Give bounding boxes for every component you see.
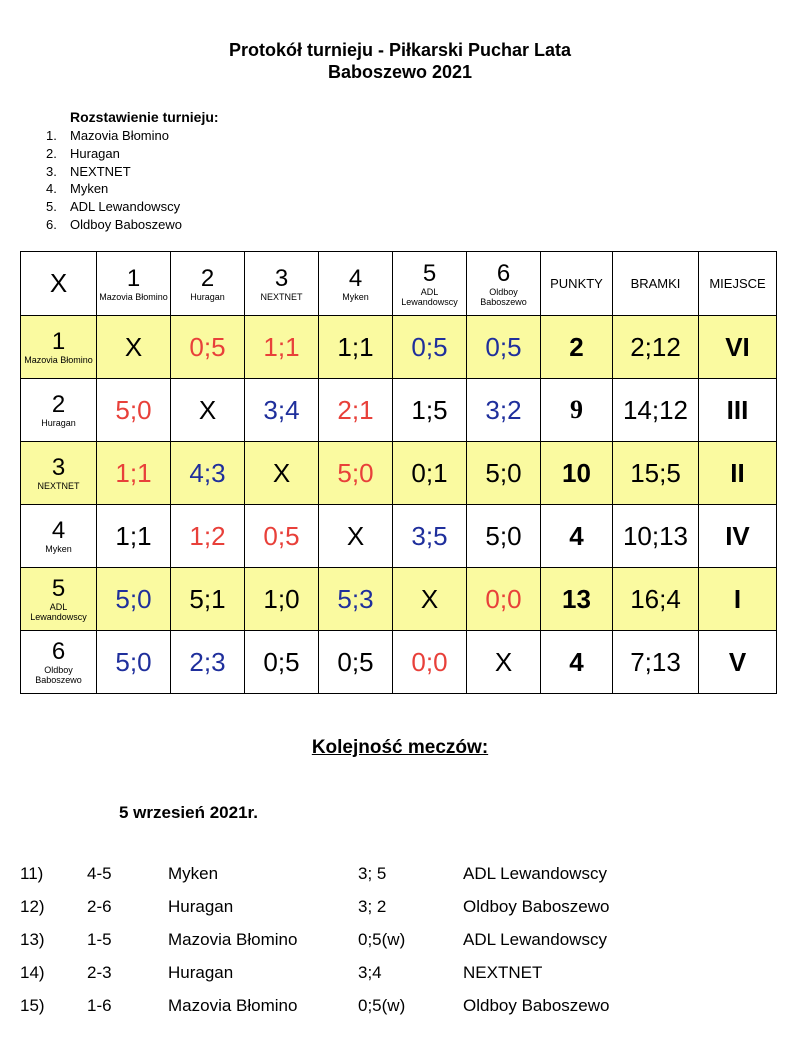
table-row	[21, 316, 777, 379]
column-number: 4	[348, 264, 363, 292]
column-header-4	[319, 252, 393, 316]
seeding-item	[46, 127, 182, 145]
document-title-line2: Baboszewo 2021	[327, 62, 473, 82]
goals-cell: 2;12	[613, 316, 699, 379]
result-cell: 0;5	[245, 631, 319, 694]
match-number: 15)	[20, 996, 45, 1015]
goals-cell: 15;5	[613, 442, 699, 505]
match-pair: 4-5	[87, 864, 112, 883]
seeding-heading: Rozstawienie turnieju:	[70, 109, 219, 125]
match-row	[0, 864, 800, 886]
column-team: Myken	[342, 291, 369, 302]
result-cell: 0;5	[393, 316, 467, 379]
place-cell: II	[699, 442, 777, 505]
goals-cell: 14;12	[613, 379, 699, 442]
column-header-5	[393, 252, 467, 316]
result-cell: 5;0	[97, 631, 171, 694]
result-cell: X	[245, 442, 319, 505]
result-cell: 5;0	[467, 505, 541, 568]
result-cell: 5;1	[171, 568, 245, 631]
seeding-number: 2.	[46, 145, 57, 161]
column-number: 6	[496, 259, 511, 287]
column-header-2	[171, 252, 245, 316]
column-number: 1	[126, 264, 141, 292]
result-cell: 1;2	[171, 505, 245, 568]
table-row	[21, 505, 777, 568]
schedule-title: Kolejność meczów:	[311, 737, 489, 758]
match-away: NEXTNET	[463, 963, 543, 982]
points-header: PUNKTY	[541, 252, 613, 316]
result-cell: 1;1	[319, 316, 393, 379]
table-row	[21, 442, 777, 505]
column-number: 2	[200, 264, 215, 292]
match-row	[0, 897, 800, 919]
result-cell: 5;3	[319, 568, 393, 631]
match-row	[0, 963, 800, 985]
result-cell: 0;0	[467, 568, 541, 631]
place-cell: I	[699, 568, 777, 631]
row-header	[21, 568, 97, 631]
result-cell: 3;5	[393, 505, 467, 568]
table-row	[21, 568, 777, 631]
column-number: 3	[274, 264, 289, 292]
match-home: Mazovia Błomino	[168, 930, 298, 949]
schedule-date: 5 wrzesień 2021r.	[119, 803, 258, 822]
column-team: Oldboy Baboszewo	[480, 286, 527, 307]
result-cell: 1;1	[245, 316, 319, 379]
match-number: 14)	[20, 963, 45, 982]
seeding-team: Myken	[70, 181, 109, 197]
match-row	[0, 996, 800, 1018]
row-team: ADL Lewandowscy	[30, 602, 87, 622]
match-home: Mazovia Błomino	[168, 996, 298, 1015]
points-cell: 2	[541, 316, 613, 379]
seeding-number: 3.	[46, 163, 57, 179]
seeding-item	[46, 216, 182, 234]
match-pair: 2-3	[87, 963, 112, 982]
match-home: Myken	[168, 864, 219, 883]
column-team: Huragan	[190, 291, 225, 302]
match-score: 3;4	[358, 963, 382, 982]
seeding-team: Oldboy Baboszewo	[70, 216, 183, 232]
row-header	[21, 631, 97, 694]
table-row	[21, 379, 777, 442]
result-cell: 1;1	[97, 505, 171, 568]
column-team: NEXTNET	[260, 291, 303, 302]
seeding-item	[46, 180, 182, 198]
seeding-team: ADL Lewandowscy	[70, 199, 181, 215]
result-cell: 0;5	[467, 316, 541, 379]
place-cell: VI	[699, 316, 777, 379]
match-number: 12)	[20, 897, 45, 916]
goals-header: BRAMKI	[613, 252, 699, 316]
result-cell: 5;0	[97, 379, 171, 442]
column-header-6	[467, 252, 541, 316]
column-header-1	[97, 252, 171, 316]
result-cell: 0;1	[393, 442, 467, 505]
row-team: Mazovia Błomino	[24, 355, 93, 365]
row-team: NEXTNET	[37, 481, 80, 491]
result-cell: 2;1	[319, 379, 393, 442]
row-header	[21, 442, 97, 505]
column-team: ADL Lewandowscy	[401, 286, 458, 307]
match-pair: 2-6	[87, 897, 112, 916]
place-cell: IV	[699, 505, 777, 568]
result-cell: 5;0	[467, 442, 541, 505]
document-title-line1: Protokół turnieju - Piłkarski Puchar Lata	[228, 40, 572, 60]
match-pair: 1-6	[87, 996, 112, 1015]
seeding-item	[46, 198, 182, 216]
result-cell: 5;0	[319, 442, 393, 505]
match-score: 3; 5	[358, 864, 387, 883]
result-cell: 2;3	[171, 631, 245, 694]
result-cell: 0;5	[319, 631, 393, 694]
match-number: 11)	[20, 864, 44, 883]
result-cell: 0;5	[171, 316, 245, 379]
match-home: Huragan	[168, 897, 234, 916]
place-cell: III	[699, 379, 777, 442]
result-cell: X	[171, 379, 245, 442]
column-number: 5	[422, 259, 437, 287]
result-cell: 1;5	[393, 379, 467, 442]
seeding-team: Mazovia Błomino	[70, 128, 169, 143]
row-team: Myken	[45, 544, 72, 554]
seeding-list	[46, 127, 182, 234]
row-team: Oldboy Baboszewo	[35, 665, 82, 685]
row-number: 5	[51, 575, 66, 602]
seeding-number: 5.	[46, 199, 57, 215]
goals-cell: 16;4	[613, 568, 699, 631]
match-number: 13)	[20, 930, 45, 949]
match-score: 3; 2	[358, 897, 387, 916]
points-cell: 9	[541, 379, 613, 442]
result-cell: X	[97, 316, 171, 379]
points-cell: 4	[541, 505, 613, 568]
place-cell: V	[699, 631, 777, 694]
match-pair: 1-5	[87, 930, 112, 949]
seeding-team: NEXTNET	[70, 163, 131, 179]
result-cell: 3;2	[467, 379, 541, 442]
goals-cell: 10;13	[613, 505, 699, 568]
column-header-3	[245, 252, 319, 316]
match-away: Oldboy Baboszewo	[463, 897, 610, 916]
match-score: 0;5(w)	[358, 996, 406, 1015]
results-table	[20, 251, 777, 694]
match-home: Huragan	[168, 963, 234, 982]
result-cell: 1;1	[97, 442, 171, 505]
result-cell: X	[467, 631, 541, 694]
row-header	[21, 379, 97, 442]
seeding-number: 6.	[46, 216, 57, 232]
result-cell: 0;0	[393, 631, 467, 694]
points-cell: 4	[541, 631, 613, 694]
row-number: 6	[51, 638, 66, 665]
row-header	[21, 505, 97, 568]
table-header-row	[21, 252, 777, 316]
points-cell: 13	[541, 568, 613, 631]
row-header	[21, 316, 97, 379]
seeding-number: 1.	[46, 128, 57, 143]
seeding-number: 4.	[46, 181, 57, 197]
column-team: Mazovia Błomino	[99, 291, 168, 302]
result-cell: 5;0	[97, 568, 171, 631]
table-row	[21, 631, 777, 694]
match-away: Oldboy Baboszewo	[463, 996, 610, 1015]
place-header: MIEJSCE	[699, 252, 777, 316]
seeding-item	[46, 163, 182, 181]
seeding-item	[46, 145, 182, 163]
match-score: 0;5(w)	[358, 930, 406, 949]
row-number: 4	[51, 517, 66, 544]
result-cell: 1;0	[245, 568, 319, 631]
result-cell: 4;3	[171, 442, 245, 505]
result-cell: X	[319, 505, 393, 568]
seeding-team: Huragan	[70, 145, 120, 161]
result-cell: 3;4	[245, 379, 319, 442]
goals-cell: 7;13	[613, 631, 699, 694]
row-team: Huragan	[41, 418, 76, 428]
match-row	[0, 930, 800, 952]
table-corner: X	[21, 252, 97, 316]
row-number: 2	[51, 391, 66, 418]
match-away: ADL Lewandowscy	[463, 930, 607, 949]
result-cell: 0;5	[245, 505, 319, 568]
row-number: 3	[51, 454, 66, 481]
match-away: ADL Lewandowscy	[463, 864, 607, 883]
points-cell: 10	[541, 442, 613, 505]
result-cell: X	[393, 568, 467, 631]
row-number: 1	[51, 328, 66, 355]
